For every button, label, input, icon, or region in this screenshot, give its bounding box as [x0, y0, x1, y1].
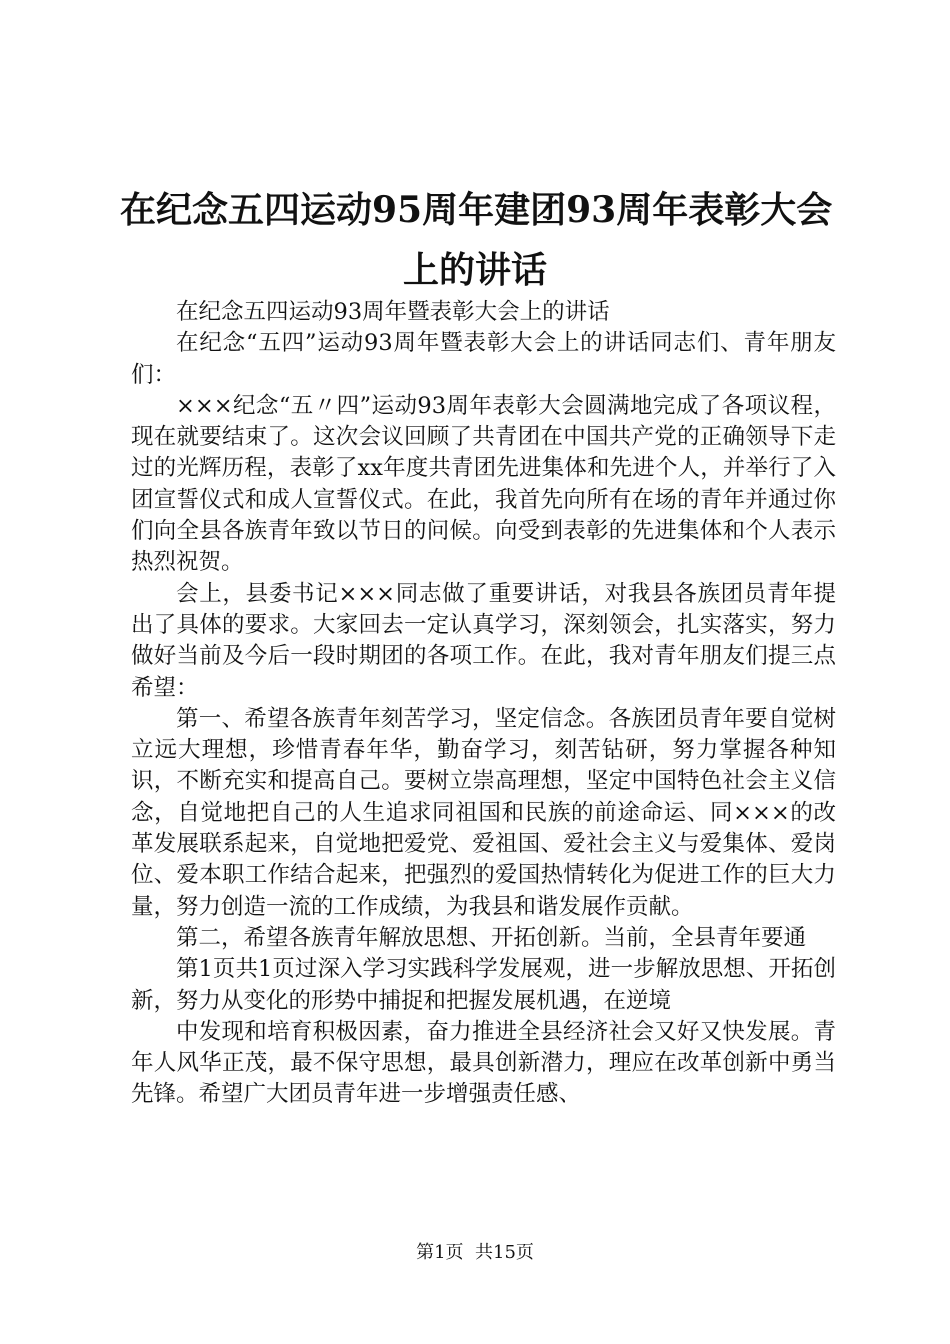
paragraph-hope-1: 第一、希望各族青年刻苦学习，坚定信念。各族团员青年要自觉树立远大理想，珍惜青春年华，勤奋学习，刻苦钻研，努力掌握各种知识，不断充实和提高自己。要树立崇高理想，坚定中国特色社会主义信念，自觉地把自己的人生追求同祖国和民族的前途命运、同×××的改革发展联系起来，自觉地把爱党、爱祖国、爱社会主义与爱集体、爱岗位、爱本职工作结合起来，把强烈的爱国热情转化为促进工作的巨大力量，努力创造一流的工作成绩，为我县和谐发展作贡献。	[131, 705, 836, 920]
paragraph-hope-2-cont: 第1页共1页过深入学习实践科学发展观，进一步解放思想、开拓创新，努力从变化的形势中捕捉和把握发展机遇，在逆境	[131, 956, 836, 1014]
page-footer: 第1页 共15页	[416, 1242, 534, 1263]
document-title-line-2: 上的讲话	[402, 249, 547, 291]
paragraph-hope-2: 第二，希望各族青年解放思想、开拓创新。当前，全县青年要通	[176, 924, 807, 951]
paragraph-opening: ×××纪念“五〃四”运动93周年表彰大会圆满地完成了各项议程，现在就要结束了。这次会议回顾了共青团在中国共产党的正确领导下走过的光辉历程，表彰了xx年度共青团先进集体和先进个人，并举行了入团宣誓仪式和成人宣誓仪式。在此，我首先向所有在场的青年并通过你们向全县各族青年致以节日的问候。向受到表彰的先进集体和个人表示热烈祝贺。	[131, 392, 836, 576]
paragraph-greeting: 在纪念“五四”运动93周年暨表彰大会上的讲话同志们、青年朋友们：	[131, 330, 836, 388]
paragraph-meeting: 会上，县委书记×××同志做了重要讲话，对我县各族团员青年提出了具体的要求。大家回去一定认真学习，深刻领会，扎实落实，努力做好当前及今后一段时期团的各项工作。在此，我对青年朋友们提三点希望：	[131, 580, 836, 701]
paragraph-hope-2-end: 中发现和培育积极因素，奋力推进全县经济社会又好又快发展。青年人风华正茂，最不保守思想，最具创新潜力，理应在改革创新中勇当先锋。希望广大团员青年进一步增强责任感、	[131, 1018, 836, 1108]
document-title-line-1: 在纪念五四运动95周年建团93周年表彰大会	[120, 189, 833, 231]
document-body	[131, 297, 836, 1111]
paragraph-subtitle: 在纪念五四运动93周年暨表彰大会上的讲话	[176, 299, 610, 325]
